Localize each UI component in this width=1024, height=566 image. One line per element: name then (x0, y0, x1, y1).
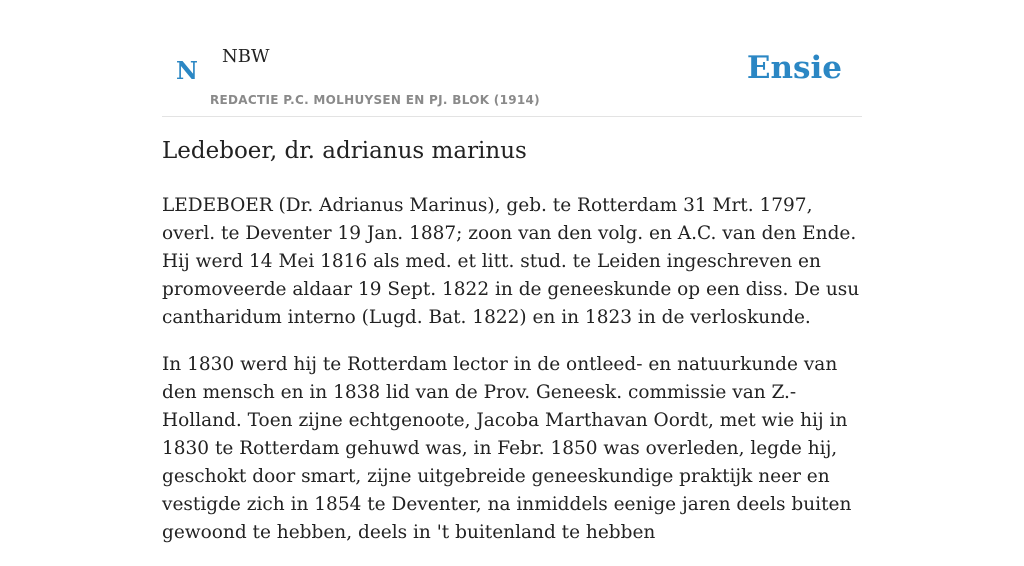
paragraph: LEDEBOER (Dr. Adrianus Marinus), geb. te Rotterdam 31 Mrt. 1797, overl. te Deventer 19 Jan. 1887; zoon van den volg. en A.C. van den Ende. Hij werd 14 Mei 1816 als med. et litt. stud. te Leiden ingeschreven en promoveerde aldaar 19 Sept. 1822 in de geneeskunde op een diss. De usu cantharidum interno (Lugd. Bat. 1822) en in 1823 in de verloskunde. (162, 195, 860, 328)
paragraph: In 1830 werd hij te Rotterdam lector in de ontleed- en natuurkunde van den mensch en in 1838 lid van de Prov. Geneesk. commissie van Z.-Holland. Toen zijne echtgenoote, Jacoba Marthavan Oordt, met wie hij in 1830 te Rotterdam gehuwd was, in Febr. 1850 was overleden, legde hij, geschokt door smart, zijne uitgebreide geneeskundige praktijk neer en vestigde zich in 1854 te Deventer, na inmiddels eenige jaren deels buiten gewoond te hebben, deels in 't buitenland te hebben (162, 354, 852, 543)
source-name[interactable]: NBW (222, 46, 270, 67)
entry-title: Ledeboer, dr. adrianus marinus (162, 138, 527, 164)
entry-body (162, 192, 862, 566)
brand-logo[interactable]: Ensie (746, 50, 842, 86)
header (162, 0, 862, 117)
source-subtitle: REDACTIE P.C. MOLHUYSEN EN PJ. BLOK (1914) (210, 93, 540, 107)
source-logo[interactable]: N (176, 56, 198, 85)
